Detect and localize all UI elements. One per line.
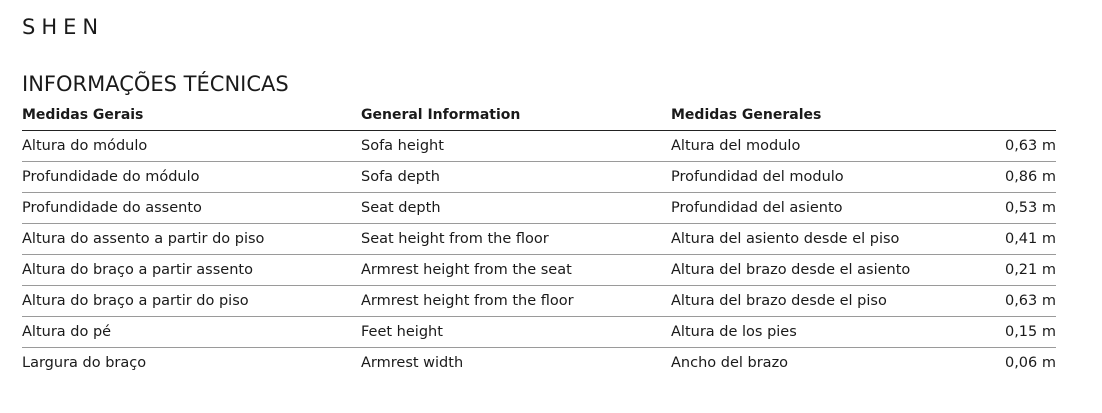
spec-rows: [22, 131, 1056, 379]
cell-es: Profundidad del modulo: [671, 162, 971, 193]
table-row: [22, 131, 1056, 162]
cell-pt: Altura do braço a partir assento: [22, 255, 361, 286]
cell-value: 0,21 m: [971, 255, 1056, 286]
cell-en: Sofa depth: [361, 162, 671, 193]
cell-en: Seat height from the floor: [361, 224, 671, 255]
brand-logo: SHEN: [22, 15, 105, 39]
table-row: [22, 162, 1056, 193]
cell-pt: Altura do pé: [22, 317, 361, 348]
cell-en: Armrest height from the seat: [361, 255, 671, 286]
header-es: Medidas Generales: [671, 100, 971, 131]
header-pt: Medidas Gerais: [22, 100, 361, 131]
cell-en: Armrest height from the floor: [361, 286, 671, 317]
cell-pt: Profundidade do módulo: [22, 162, 361, 193]
table-row: [22, 348, 1056, 379]
header-en: General Information: [361, 100, 671, 131]
cell-en: Seat depth: [361, 193, 671, 224]
cell-es: Altura del brazo desde el asiento: [671, 255, 971, 286]
cell-es: Profundidad del asiento: [671, 193, 971, 224]
page-title: INFORMAÇÕES TÉCNICAS: [22, 72, 289, 96]
cell-en: Sofa height: [361, 131, 671, 162]
cell-value: 0,63 m: [971, 131, 1056, 162]
cell-value: 0,86 m: [971, 162, 1056, 193]
spec-table: [22, 100, 1056, 378]
cell-pt: Largura do braço: [22, 355, 147, 371]
cell-es: Altura del asiento desde el piso: [671, 224, 971, 255]
cell-pt: Altura do assento a partir do piso: [22, 224, 361, 255]
cell-en: Feet height: [361, 317, 671, 348]
header-value: [971, 100, 1056, 131]
cell-value: 0,15 m: [971, 317, 1056, 348]
table-row: [22, 286, 1056, 317]
cell-value: 0,41 m: [971, 224, 1056, 255]
cell-pt: Altura do módulo: [22, 131, 361, 162]
cell-es: Ancho del brazo: [671, 355, 789, 371]
table-row: [22, 255, 1056, 286]
cell-value: 0,53 m: [971, 193, 1056, 224]
table-header-row: [22, 100, 1056, 131]
table-row: [22, 224, 1056, 255]
cell-es: Altura de los pies: [671, 317, 971, 348]
cell-pt: Profundidade do assento: [22, 193, 361, 224]
cell-value: 0,63 m: [971, 286, 1056, 317]
cell-es: Altura del modulo: [671, 131, 971, 162]
cell-es: Altura del brazo desde el piso: [671, 286, 971, 317]
cell-en: Armrest width: [361, 355, 464, 371]
table-row: [22, 317, 1056, 348]
cell-value: 0,06 m: [1004, 355, 1056, 371]
table-row: [22, 193, 1056, 224]
cell-pt: Altura do braço a partir do piso: [22, 286, 361, 317]
